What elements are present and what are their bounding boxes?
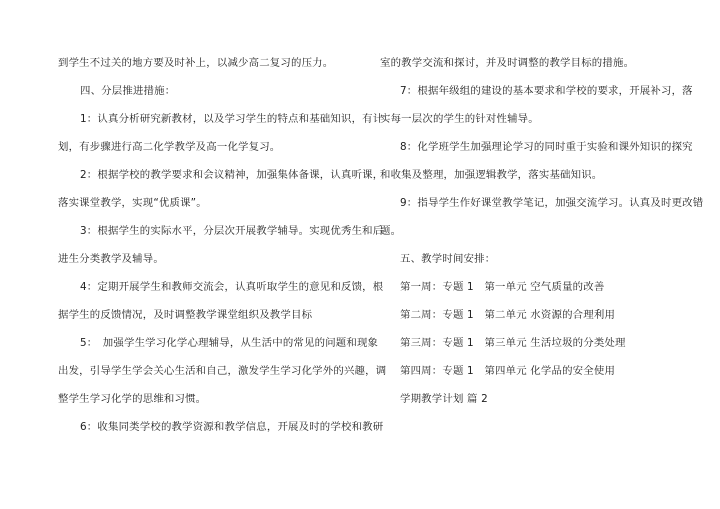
text-line: 划，有步骤进行高二化学教学及高一化学复习。 — [58, 141, 281, 153]
text-line: 到学生不过关的地方要及时补上，以减少高二复习的压力。 — [58, 57, 334, 69]
text-line: 4：定期开展学生和教师交流会，认真听取学生的意见和反馈，根 — [80, 281, 384, 293]
text-line: 和收集及整理，加强逻辑教学，落实基础知识。 — [380, 169, 603, 181]
schedule-item: 第一周：专题 1 第一单元 空气质量的改善 — [400, 281, 605, 293]
text-line: 进生分类教学及辅导。 — [58, 253, 164, 265]
text-line: 室的教学交流和探讨，并及时调整的教学目标的措施。 — [380, 57, 635, 69]
text-line: 1：认真分析研究新教材，以及学习学生的特点和基础知识，有计 — [80, 113, 384, 125]
text-line: 题。 — [380, 225, 402, 237]
section-title: 学期教学计划 篇 2 — [400, 393, 488, 405]
text-line: 8：化学班学生加强理论学习的同时重于实验和课外知识的探究 — [400, 141, 693, 153]
schedule-item: 第三周：专题 1 第三单元 生活垃圾的分类处理 — [400, 337, 626, 349]
schedule-item: 第四周：专题 1 第四单元 化学品的安全使用 — [400, 365, 616, 377]
schedule-item: 第二周：专题 1 第二单元 水资源的合理利用 — [400, 309, 616, 321]
text-line: 实每一层次的学生的针对性辅导。 — [380, 113, 539, 125]
section-heading: 五、教学时间安排： — [400, 253, 496, 265]
text-line: 6：收集同类学校的教学资源和教学信息，开展及时的学校和教研 — [80, 421, 384, 433]
text-line: 3：根据学生的实际水平，分层次开展教学辅导。实现优秀生和后 — [80, 225, 384, 237]
text-line: 据学生的反馈情况，及时调整教学课堂组织及教学目标 — [58, 309, 313, 321]
text-line: 7：根据年级组的建设的基本要求和学校的要求，开展补习，落 — [400, 85, 693, 97]
text-line: 出发，引导学生学会关心生活和自己，激发学生学习化学外的兴趣，调 — [58, 365, 387, 377]
text-line: 落实课堂教学，实现“优质课”。 — [58, 197, 207, 209]
text-line: 9：指导学生作好课堂教学笔记，加强交流学习。认真及时更改错 — [400, 197, 704, 209]
text-line: 5： 加强学生学习化学心理辅导，从生活中的常见的问题和现象 — [80, 337, 379, 349]
text-line: 整学生学习化学的思维和习惯。 — [58, 393, 207, 405]
section-heading: 四、分层推进措施： — [80, 85, 176, 97]
text-line: 2：根据学校的教学要求和会议精神，加强集体备课，认真听课， — [80, 169, 384, 181]
